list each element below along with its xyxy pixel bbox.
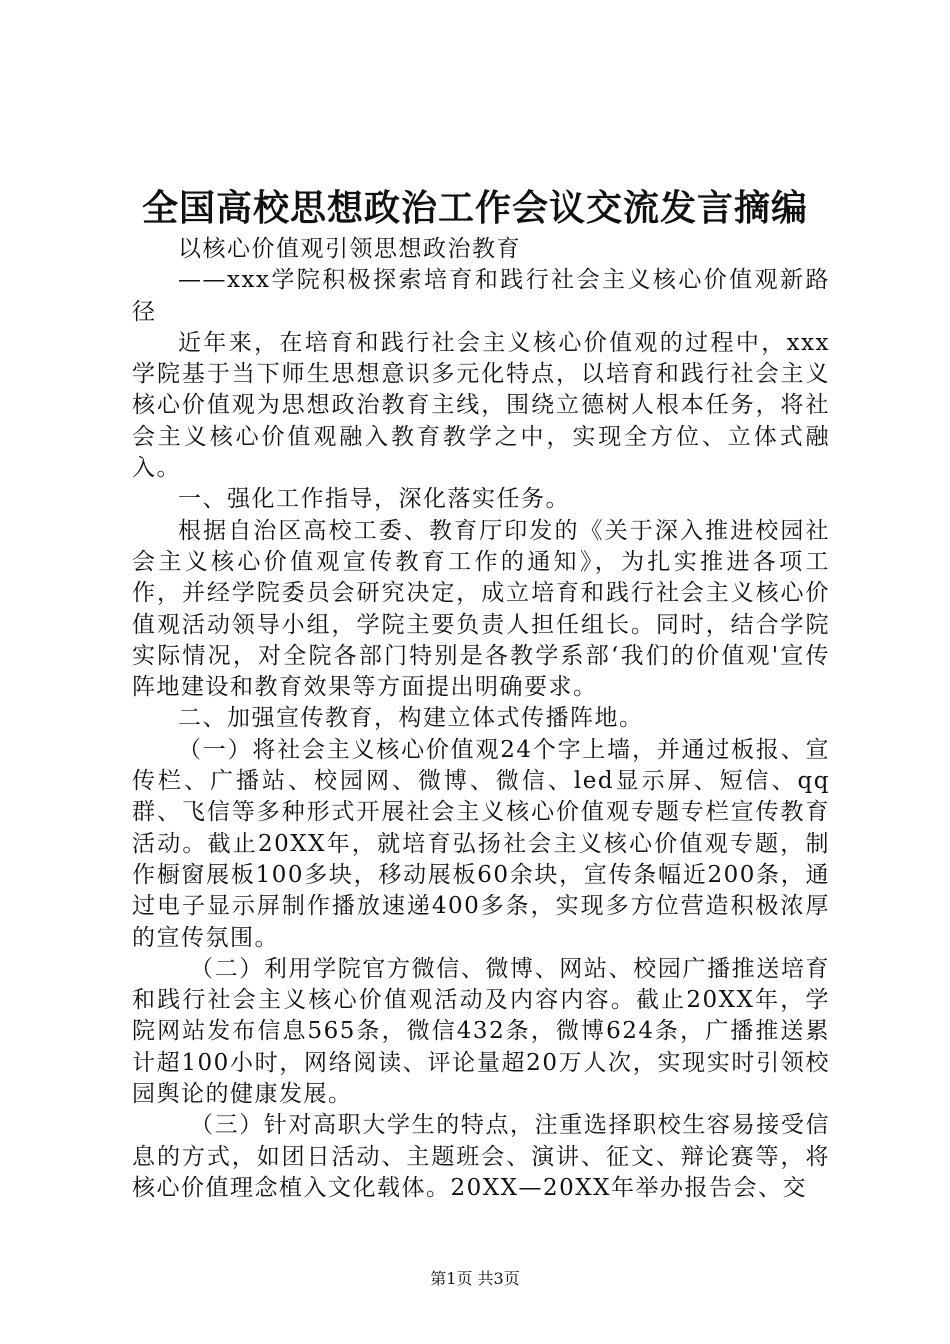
paragraph-item-2: （二）利用学院官方微信、微博、网站、校园广播推送培育和践行社会主义核心价值观活动及内容内容。截止20XX年，学院网站发布信息565条，微信432条，微博624条，广播推送累计超100小时，网络阅读、评论量超20万人次，实现实时引领校园舆论的健康发展。 <box>132 955 830 1108</box>
subtitle: 以核心价值观引领思想政治教育 <box>178 236 521 262</box>
paragraph-item-3: （三）针对高职大学生的特点，注重选择职校生容易接受信息的方式，如团日活动、主题班会、演讲、征文、辩论赛等，将核心价值理念植入文化载体。20XX—20XX年举办报告会、交 <box>132 1112 830 1201</box>
page-footer: 第1页 共3页 <box>430 1269 520 1288</box>
paragraph-intro: 近年来，在培育和践行社会主义核心价值观的过程中，xxx学院基于当下师生思想意识多元化特点，以培育和践行社会主义核心价值观为思想政治教育主线，围绕立德树人根本任务，将社会主义核心价值观融入教育教学之中，实现全方位、立体式融入。 <box>132 329 830 482</box>
document-title: 全国高校思想政治工作会议交流发言摘编 <box>141 187 808 229</box>
subtitle-dash-line: ——xxx学院积极探索培育和践行社会主义核心价值观新路径 <box>132 267 830 325</box>
document-body <box>132 234 830 1204</box>
paragraph-section-1: 根据自治区高校工委、教育厅印发的《关于深入推进校园社会主义核心价值观宣传教育工作的通知》，为扎实推进各项工作，并经学院委员会研究决定，成立培育和践行社会主义核心价值观活动领导小组，学院主要负责人担任组长。同时，结合学院实际情况，对全院各部门特别是各教学系部‘我们的价值观'宣传阵地建设和教育效果等方面提出明确要求。 <box>132 517 830 701</box>
section-heading-1: 一、强化工作指导，深化落实任务。 <box>178 486 570 513</box>
section-heading-2: 二、加强宣传教育，构建立体式传播阵地。 <box>178 705 644 732</box>
paragraph-item-1: （一）将社会主义核心价值观24个字上墙，并通过板报、宣传栏、广播站、校园网、微博、微信、led显示屏、短信、qq群、飞信等多种形式开展社会主义核心价值观专题专栏宣传教育活动。截止20XX年，就培育弘扬社会主义核心价值观专题，制作橱窗展板100多块，移动展板60余块，宣传条幅近200条，通过电子显示屏制作播放速递400多条，实现多方位营造积极浓厚的宣传氛围。 <box>132 736 830 951</box>
